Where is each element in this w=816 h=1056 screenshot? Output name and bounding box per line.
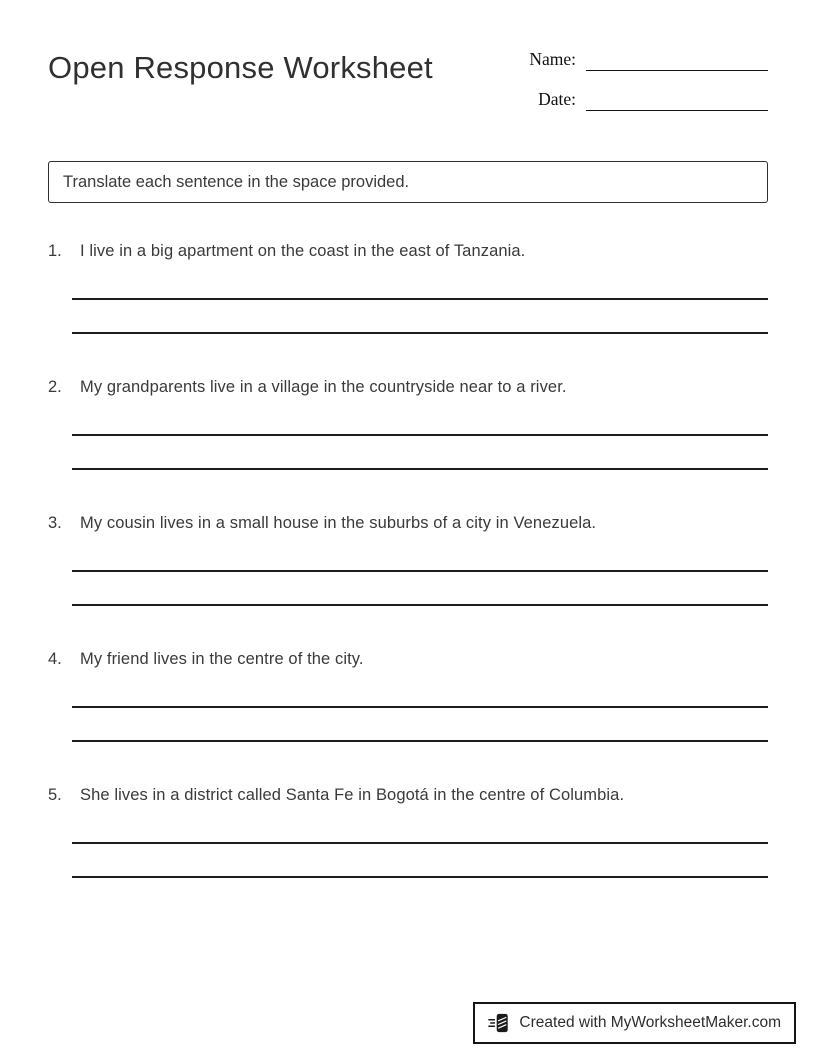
instructions-box: [48, 161, 768, 203]
question-number: 5.: [48, 786, 62, 804]
credit-badge[interactable]: [473, 1002, 796, 1044]
question-item: [48, 784, 768, 878]
credit-text: Created with MyWorksheetMaker.com: [519, 1014, 781, 1031]
answer-line-1[interactable]: [72, 298, 768, 300]
answer-line-1[interactable]: [72, 570, 768, 572]
question-prompt: [48, 648, 768, 670]
answer-line-2[interactable]: [72, 468, 768, 470]
question-text: My cousin lives in a small house in the suburbs of a city in Venezuela.: [80, 514, 597, 532]
question-number: 3.: [48, 514, 62, 532]
answer-line-1[interactable]: [72, 842, 768, 844]
answer-line-2[interactable]: [72, 604, 768, 606]
date-row: [520, 88, 768, 111]
question-prompt: [48, 376, 768, 398]
name-input-line[interactable]: [586, 48, 768, 71]
answer-line-2[interactable]: [72, 740, 768, 742]
date-label: Date:: [538, 89, 576, 109]
name-label: Name:: [529, 49, 576, 69]
question-text: My friend lives in the centre of the city.: [80, 650, 364, 668]
question-number: 4.: [48, 650, 62, 668]
date-input-line[interactable]: [586, 88, 768, 111]
question-text: My grandparents live in a village in the countryside near to a river.: [80, 378, 567, 396]
answer-line-2[interactable]: [72, 876, 768, 878]
question-prompt: [48, 512, 768, 534]
question-prompt: [48, 240, 768, 262]
question-item: [48, 648, 768, 742]
question-number: 1.: [48, 242, 62, 260]
question-item: [48, 240, 768, 334]
answer-line-2[interactable]: [72, 332, 768, 334]
question-item: [48, 376, 768, 470]
instructions-text: Translate each sentence in the space provided.: [63, 172, 410, 191]
worksheet-maker-logo-icon: [488, 1011, 510, 1035]
name-row: [520, 48, 768, 71]
answer-line-1[interactable]: [72, 434, 768, 436]
question-prompt: [48, 784, 768, 806]
question-list: [48, 240, 768, 878]
question-text: She lives in a district called Santa Fe in Bogotá in the centre of Columbia.: [80, 786, 625, 804]
question-text: I live in a big apartment on the coast in the east of Tanzania.: [80, 242, 526, 260]
page-title: Open Response Worksheet: [48, 50, 433, 85]
question-item: [48, 512, 768, 606]
question-number: 2.: [48, 378, 62, 396]
page-header: [48, 48, 768, 128]
answer-line-1[interactable]: [72, 706, 768, 708]
name-date-block: [520, 48, 768, 128]
